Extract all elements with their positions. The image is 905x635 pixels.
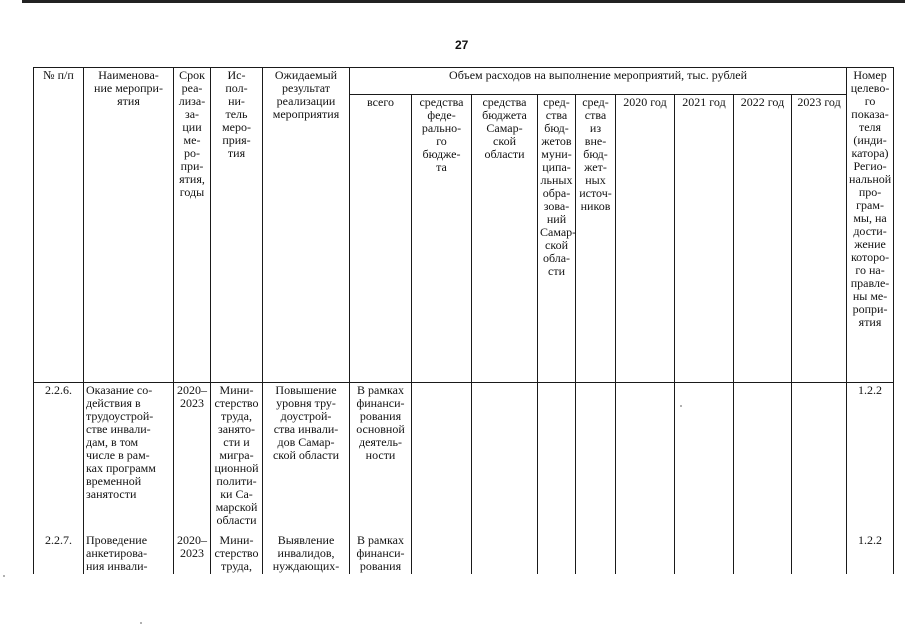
row-2020: [616, 383, 675, 529]
row-name: Оказание со- действия в трудоустрой- стве инвали- дам, в том числе в рам- ках программ временной занятости: [84, 383, 174, 529]
header-col-volume: Объем расходов на выполнение мероприятий, тыс. рублей: [350, 68, 847, 95]
row-term: 2020– 2023: [174, 383, 211, 529]
row-total: В рамках финанси- рования: [350, 528, 412, 574]
row-2021: [675, 383, 734, 529]
row-name: Проведение анкетирова- ния инвали-: [84, 528, 174, 574]
header-sub-2022: 2022 год: [734, 95, 792, 383]
header-sub-municipal: сред- ства бюд- жетов муни- ципа- льных обра- зова- ний Самар- ской обла- сти: [538, 95, 576, 383]
table-row: [34, 528, 894, 574]
header-sub-2023: 2023 год: [792, 95, 847, 383]
row-2022: [734, 528, 792, 574]
row-result: Повышение уровня тру- доустрой- ства инвали- дов Самар- ской области: [263, 383, 350, 529]
header-col-name: Наименова- ние меропри- ятия: [84, 68, 174, 383]
page-number: 27: [455, 38, 469, 52]
row-municipal: [538, 528, 576, 574]
table-row: [34, 383, 894, 529]
header-sub-2021: 2021 год: [675, 95, 734, 383]
row-2021: [675, 528, 734, 574]
header-col-indicator: Номер целево- го показа- теля (инди- катора) Регио- нальной про- грам- мы, на дости- жение которо- го на- правле- ны ме- ропри- ятия: [847, 68, 894, 383]
row-municipal: [538, 383, 576, 529]
row-number: 2.2.7.: [34, 528, 84, 574]
row-term: 2020– 2023: [174, 528, 211, 574]
header-col-result: Ожидаемый результат реализации мероприятия: [263, 68, 350, 383]
header-sub-regional: средства бюджета Самар- ской области: [472, 95, 538, 383]
header-col-executor: Ис- пол- ни- тель меро- прия- тия: [211, 68, 263, 383]
row-2023: [792, 383, 847, 529]
row-2022: [734, 383, 792, 529]
row-indicator: 1.2.2: [847, 528, 894, 574]
row-2020: [616, 528, 675, 574]
header-sub-federal: средства феде- рально- го бюдже- та: [412, 95, 472, 383]
row-total: В рамках финанси- рования основной деятель- ности: [350, 383, 412, 529]
row-extrabudget: [576, 528, 616, 574]
top-border-line: [22, 0, 905, 3]
row-regional: [472, 528, 538, 574]
header-sub-total: всего: [350, 95, 412, 383]
header-sub-extrabudget: сред- ства из вне- бюд- жет- ных источ- ников: [576, 95, 616, 383]
row-number: 2.2.6.: [34, 383, 84, 529]
header-sub-2020: 2020 год: [616, 95, 675, 383]
row-extrabudget: [576, 383, 616, 529]
scan-speck: [140, 622, 142, 624]
header-col-number: № п/п: [34, 68, 84, 383]
header-col-term: Срок реа- лиза- за- ции ме- ро- при- ятия, годы: [174, 68, 211, 383]
row-result: Выявление инвалидов, нуждающих-: [263, 528, 350, 574]
row-indicator: 1.2.2: [847, 383, 894, 529]
row-regional: [472, 383, 538, 529]
scan-speck: [3, 575, 5, 577]
row-2023: [792, 528, 847, 574]
measures-table: [33, 67, 894, 574]
row-federal: [412, 383, 472, 529]
scan-speck: [680, 405, 682, 407]
row-executor: Мини- стерство труда,: [211, 528, 263, 574]
row-executor: Мини- стерство труда, занято- сти и мигра- ционной полити- ки Са- марской области: [211, 383, 263, 529]
row-federal: [412, 528, 472, 574]
